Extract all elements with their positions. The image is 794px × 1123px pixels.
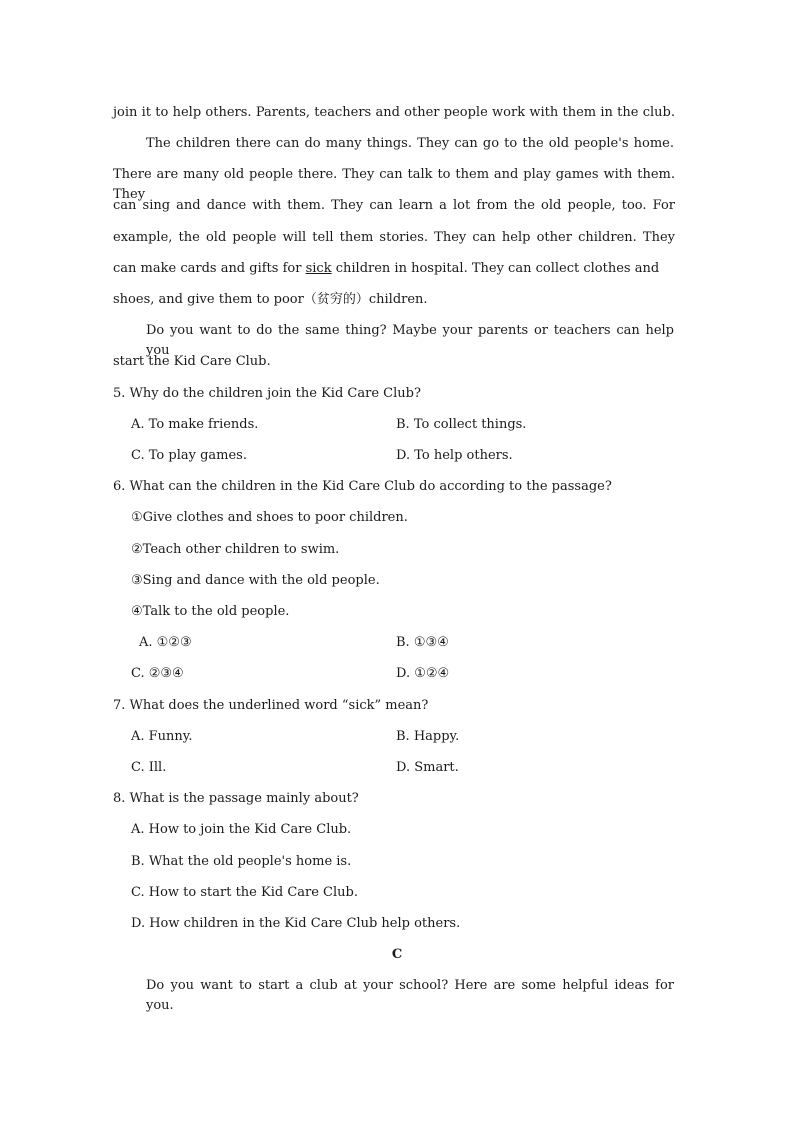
list-item: ③Sing and dance with the old people. (131, 573, 380, 588)
section-heading: C (391, 947, 403, 962)
question-stem: 5. Why do the children join the Kid Care Club? (113, 386, 421, 401)
question-stem: 8. What is the passage mainly about? (113, 791, 359, 806)
option-c: C. How to start the Kid Care Club. (131, 885, 358, 900)
option-a: A. Funny. (131, 729, 193, 744)
option-a: A. ①②③ (139, 635, 192, 650)
option-c: C. To play games. (131, 448, 247, 463)
option-c: C. ②③④ (131, 666, 184, 681)
option-d: D. ①②④ (396, 666, 450, 681)
passage-line (113, 259, 659, 279)
passage-text: children in hospital. They can collect clothes and (335, 261, 660, 276)
passage-line: join it to help others. Parents, teachers and other people work with them in the club. (113, 105, 675, 120)
passage-line: There are many old people there. They can talk to them and play games with them. They (113, 167, 675, 202)
list-item: ④Talk to the old people. (131, 604, 290, 619)
option-b: B. ①③④ (396, 635, 449, 650)
option-d: D. To help others. (396, 448, 513, 463)
passage-line: The children there can do many things. They can go to the old people's home. (146, 136, 674, 151)
option-b: B. Happy. (396, 729, 460, 744)
passage-line: example, the old people will tell them stories. They can help other children. They (113, 230, 675, 245)
list-item: ②Teach other children to swim. (131, 542, 340, 557)
option-b: B. To collect things. (396, 417, 527, 432)
passage-line: can sing and dance with them. They can learn a lot from the old people, too. For (113, 198, 675, 213)
passage-line: Do you want to start a club at your school? Here are some helpful ideas for you. (146, 978, 674, 1013)
underlined-word: sick (305, 261, 332, 276)
list-item: ①Give clothes and shoes to poor children. (131, 510, 408, 525)
question-stem: 6. What can the children in the Kid Care Club do according to the passage? (113, 479, 612, 494)
passage-line: start the Kid Care Club. (113, 354, 271, 369)
option-a: A. How to join the Kid Care Club. (131, 822, 352, 837)
option-d: D. Smart. (396, 760, 459, 775)
passage-text: can make cards and gifts for (113, 261, 302, 276)
option-b: B. What the old people's home is. (131, 854, 352, 869)
passage-line: Do you want to do the same thing? Maybe your parents or teachers can help you (146, 323, 674, 358)
question-stem: 7. What does the underlined word “sick” mean? (113, 698, 429, 713)
option-c: C. Ill. (131, 760, 167, 775)
option-d: D. How children in the Kid Care Club help others. (131, 916, 461, 931)
passage-line: shoes, and give them to poor（贫穷的）children. (113, 292, 428, 307)
option-a: A. To make friends. (131, 417, 259, 432)
